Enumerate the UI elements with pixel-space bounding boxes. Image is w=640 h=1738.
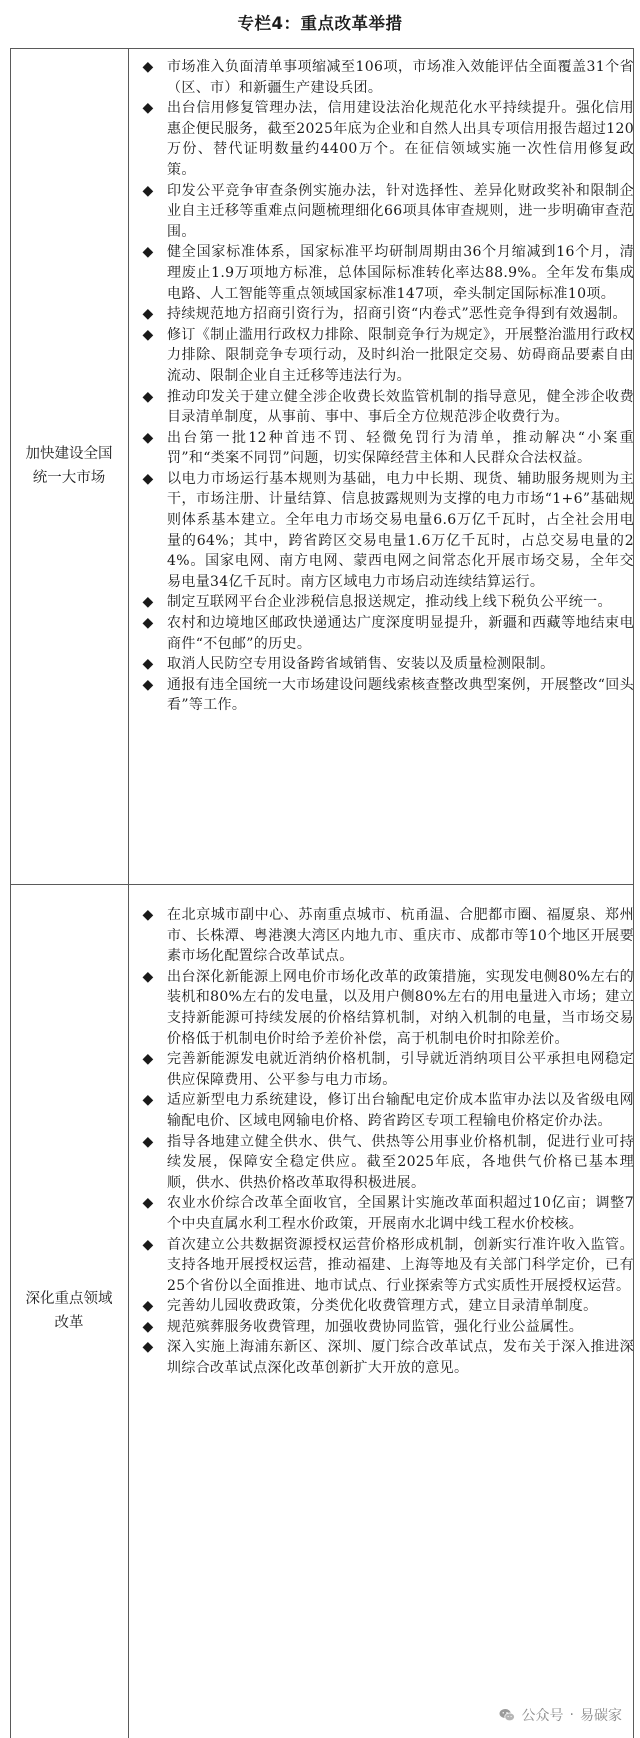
diamond-bullet-icon: ◆ — [142, 656, 154, 673]
diamond-bullet-icon: ◆ — [142, 676, 154, 693]
diamond-bullet-icon: ◆ — [142, 1051, 154, 1068]
list-item — [138, 1235, 634, 1297]
item-text: 取消人民防空专用设备跨省域销售、安装以及质量检测限制。 — [167, 656, 555, 673]
watermark-prefix: 公众号 — [521, 1708, 564, 1724]
item-text: 健全国家标准体系，国家标准平均研制周期由36个月缩减到16个月，清理废止1.9万项地方标准，总体国际标准转化率达88.9%。全年发布集成电路、人工智能等重点领域国家标准147项，牵头制定国际标准10项。 — [167, 244, 634, 302]
item-text: 持续规范地方招商引资行为，招商引资“内卷式”恶性竞争得到有效遏制。 — [167, 306, 627, 323]
item-text: 适应新型电力系统建设，修订出台输配电定价成本监审办法以及省级电网输配电价、区域电网输电价格、跨省跨区专项工程输电价格定价办法。 — [167, 1092, 634, 1129]
item-text: 在北京城市副中心、苏南重点城市、杭甬温、合肥都市圈、福厦泉、郑州市、长株潭、粤港澳大湾区内地九市、重庆市、成都市等10个地区开展要素市场化配置综合改革试点。 — [167, 907, 634, 965]
list-item — [138, 1090, 634, 1131]
list-item — [138, 57, 634, 98]
list-item — [138, 242, 634, 304]
item-text: 完善幼儿园收费政策，分类优化收费管理方式，建立目录清单制度。 — [167, 1298, 598, 1315]
item-text: 深入实施上海浦东新区、深圳、厦门综合改革试点，发布关于深入推进深圳综合改革试点深化改革创新扩大开放的意见。 — [167, 1339, 634, 1377]
diamond-bullet-icon: ◆ — [142, 615, 154, 632]
diamond-bullet-icon: ◆ — [142, 1092, 154, 1109]
list-item — [138, 1049, 634, 1090]
item-text: 印发公平竞争审查条例实施办法，针对选择性、差异化财政奖补和限制企业自主迁移等重难点问题梳理细化66项具体审查规则，进一步明确审查范围。 — [167, 182, 634, 240]
list-item — [138, 181, 634, 243]
watermark — [498, 1705, 622, 1725]
diamond-bullet-icon: ◆ — [142, 907, 154, 923]
list-item — [138, 654, 634, 675]
item-text: 指导各地建立健全供水、供气、供热等公用事业价格机制，促进行业可持续发展，保障安全稳定供应。截至2025年底，各地供气价格已基本理顺，供水、供热价格改革取得积极进展。 — [167, 1133, 634, 1191]
list-item — [138, 592, 634, 613]
item-list — [138, 57, 634, 716]
item-list — [138, 905, 634, 1379]
diamond-bullet-icon: ◆ — [142, 594, 154, 611]
list-item — [138, 428, 634, 469]
diamond-bullet-icon: ◆ — [142, 1133, 154, 1150]
item-text: 出台第一批12种首违不罚、轻微免罚行为清单，推动解决“小案重罚”和“类案不同罚”问题，切实保障经营主体和人民群众合法权益。 — [167, 429, 634, 467]
list-item — [138, 967, 634, 1049]
diamond-bullet-icon: ◆ — [142, 244, 154, 261]
item-text: 农业水价综合改革全面收官，全国累计实施改革面积超过10亿亩；调整7个中央直属水利工程水价政策，开展南水北调中线工程水价校核。 — [167, 1195, 634, 1232]
diamond-bullet-icon: ◆ — [142, 59, 154, 75]
diamond-bullet-icon: ◆ — [142, 306, 154, 323]
wechat-icon — [498, 1706, 516, 1724]
category-cell — [10, 884, 128, 1738]
diamond-bullet-icon: ◆ — [142, 182, 154, 199]
diamond-bullet-icon: ◆ — [142, 470, 154, 487]
item-text: 以电力市场运行基本规则为基础，电力中长期、现货、辅助服务规则为主干，市场注册、计量结算、信息披露规则为支撑的电力市场“1+6”基础规则体系基本建立。全年电力市场交易电量6.6万亿千瓦时，占全社会用电量的64%；其中，跨省跨区交易电量1.6万亿千瓦时，占总交易电量的24%。国家电网、南方电网、蒙西电网之间常态化开展市场交易，全年交易电量34亿千瓦时。南方区域电力市场启动连续结算运行。 — [167, 470, 634, 590]
category-label: 深化重点领域改革 — [25, 1291, 113, 1331]
category-cell — [10, 48, 128, 884]
list-item — [138, 98, 634, 180]
item-text: 农村和边境地区邮政快递通达广度深度明显提升，新疆和西藏等地结束电商件“不包邮”的历史。 — [167, 615, 634, 652]
list-item — [138, 1132, 634, 1194]
list-item — [138, 1337, 634, 1378]
item-text: 修订《制止滥用行政权力排除、限制竞争行为规定》，开展整治滥用行政权力排除、限制竞争专项行动，及时纠治一批限定交易、妨碍商品要素自由流动、限制企业自主迁移等违法行为。 — [167, 326, 634, 384]
diamond-bullet-icon: ◆ — [142, 1298, 154, 1315]
list-item — [138, 613, 634, 654]
category-label: 加快建设全国统一大市场 — [25, 446, 113, 486]
diamond-bullet-icon: ◆ — [142, 429, 154, 446]
diamond-bullet-icon: ◆ — [142, 1318, 154, 1335]
item-text: 通报有违全国统一大市场建设问题线索核查整改典型案例，开展整改“回头看”等工作。 — [167, 676, 634, 714]
item-text: 规范殡葬服务收费管理，加强收费协同监管，强化行业公益属性。 — [167, 1318, 584, 1335]
list-item — [138, 1317, 634, 1338]
list-item — [138, 675, 634, 716]
list-item — [138, 1193, 634, 1234]
item-text: 出台深化新能源上网电价市场化改革的政策措施，实现发电侧80%左右的装机和80%左右的发电量，以及用户侧80%左右的用电量进入市场；建立支持新能源可持续发展的价格结算机制，对纳入机制的电量，当市场交易价格低于机制电价时给予差价补偿，高于机制电价时扣除差价。 — [167, 968, 634, 1047]
item-text: 推动印发关于建立健全涉企收费长效监管机制的指导意见，健全涉企收费目录清单制度，从事前、事中、事后全方位规范涉企收费行为。 — [167, 388, 634, 426]
diamond-bullet-icon: ◆ — [142, 388, 154, 405]
item-text: 出台信用修复管理办法，信用建设法治化规范化水平持续提升。强化信用惠企便民服务，截至2025年底为企业和自然人出具专项信用报告超过120万份、替代证明数量约4400万个。在征信领域实施一次性信用修复政策。 — [167, 100, 634, 178]
diamond-bullet-icon: ◆ — [142, 1236, 154, 1253]
list-item — [138, 304, 634, 325]
list-item — [138, 905, 634, 967]
item-text: 制定互联网平台企业涉税信息报送规定，推动线上线下税负公平统一。 — [167, 594, 612, 611]
page-title: 专栏4：重点改革举措 — [237, 14, 403, 33]
item-text: 首次建立公共数据资源授权运营价格形成机制，创新实行准许收入监管。支持各地开展授权运营，推动福建、上海等地及有关部门科学定价，已有25个省份以全面推进、地市试点、行业探索等方式实质性开展授权运营。 — [167, 1236, 634, 1294]
list-item — [138, 387, 634, 428]
list-item — [138, 325, 634, 387]
diamond-bullet-icon: ◆ — [142, 1195, 154, 1212]
diamond-bullet-icon: ◆ — [142, 100, 154, 117]
list-item — [138, 1296, 634, 1317]
watermark-separator: · — [569, 1707, 574, 1723]
item-text: 市场准入负面清单事项缩减至106项，市场准入效能评估全面覆盖31个省（区、市）和新疆生产建设兵团。 — [167, 59, 634, 96]
table-column-divider — [128, 48, 129, 1738]
diamond-bullet-icon: ◆ — [142, 1339, 154, 1356]
item-text: 完善新能源发电就近消纳价格机制，引导就近消纳项目公平承担电网稳定供应保障费用、公平参与电力市场。 — [167, 1051, 634, 1088]
watermark-name: 易碳家 — [580, 1708, 622, 1724]
list-item — [138, 469, 634, 593]
diamond-bullet-icon: ◆ — [142, 968, 154, 985]
diamond-bullet-icon: ◆ — [142, 326, 154, 343]
